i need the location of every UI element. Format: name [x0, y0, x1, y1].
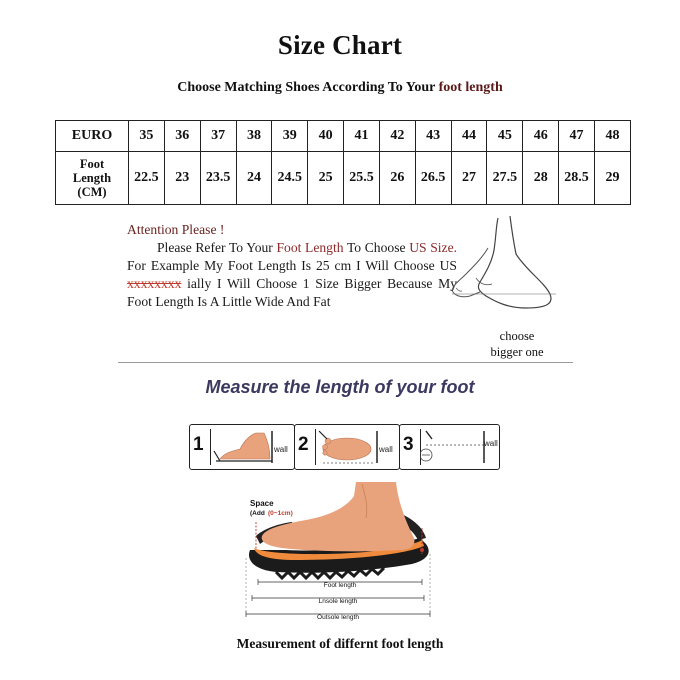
euro-size-cell: 41: [344, 121, 380, 152]
measure-step-1: [189, 424, 295, 470]
section-divider: [118, 362, 573, 363]
pen-line: [214, 451, 220, 461]
euro-size-cell: 35: [129, 121, 165, 152]
toe-detail: [456, 288, 462, 291]
foot-length-row: [56, 152, 631, 205]
euro-size-cell: 45: [487, 121, 523, 152]
header-line: Foot: [79, 157, 105, 171]
outsole-length-label: Outsole length: [317, 614, 359, 621]
foot-length-cell: 23: [164, 152, 200, 205]
toe: [323, 445, 328, 450]
attention-text: For Example My Foot Length Is 25 cm I Will Choose US: [127, 258, 457, 273]
wall-label: wall: [379, 445, 393, 454]
insole-length-label: Lnsole length: [318, 598, 358, 605]
header-line: (CM): [77, 185, 107, 199]
euro-size-cell: 48: [594, 121, 630, 152]
euro-header-cell: EURO: [56, 121, 129, 152]
toe: [325, 438, 331, 444]
shoe-measurement-diagram: [236, 478, 436, 623]
foot-length-cell: 27: [451, 152, 487, 205]
attention-highlight: US Size.: [409, 240, 458, 255]
measure-heading: Measure the length of your foot: [205, 377, 475, 397]
euro-size-cell: 47: [559, 121, 595, 152]
foot-length-cell: 28.5: [559, 152, 595, 205]
foot-sketch-caption: [480, 328, 554, 360]
foot-length-cell: 24: [236, 152, 272, 205]
chart-subtitle: [0, 80, 680, 96]
foot-length-cell: 23.5: [200, 152, 236, 205]
measure-step-2: [294, 424, 400, 470]
page-title: Size Chart: [277, 30, 403, 60]
attention-text: Please Refer To Your: [157, 240, 277, 255]
pen-line: [319, 431, 327, 439]
foot-length-header-cell: [56, 152, 129, 205]
foot-length-cell: 26: [379, 152, 415, 205]
foot-length-cell: 24.5: [272, 152, 308, 205]
pen-line: [426, 431, 432, 439]
measurement-caption: Measurement of differnt foot length: [236, 636, 444, 651]
euro-size-cell: 40: [308, 121, 344, 152]
foot-length-cell: 26.5: [415, 152, 451, 205]
space-label: Space: [250, 499, 274, 508]
euro-size-cell: 39: [272, 121, 308, 152]
measure-step-3: [399, 424, 500, 470]
euro-size-cell: 42: [379, 121, 415, 152]
attention-body: [127, 239, 457, 311]
euro-size-cell: 38: [236, 121, 272, 152]
attention-note: [127, 221, 457, 311]
caption-line: choose: [499, 329, 535, 343]
foot-length-cell: 25.5: [344, 152, 380, 205]
subtitle-text: Choose Matching Shoes According To Your: [177, 80, 439, 95]
attention-text: To Choose: [343, 240, 406, 255]
wall-label: wall: [484, 439, 498, 448]
caption-line: bigger one: [490, 345, 544, 359]
step-number: 3: [403, 434, 414, 455]
euro-size-cell: 43: [415, 121, 451, 152]
subtitle-highlight: foot length: [438, 80, 503, 95]
size-table: [55, 120, 631, 205]
attention-text: ially I Will Choose 1 Size Bigger Because My Foot Length Is A Little Wide And Fat: [127, 276, 457, 309]
foot-length-cell: 25: [308, 152, 344, 205]
space-add-label: (Add: [250, 510, 265, 517]
euro-size-cell: 37: [200, 121, 236, 152]
foot-length-cell: 27.5: [487, 152, 523, 205]
foot-sketch-illustration: [446, 212, 561, 322]
attention-strikeout: xxxxxxxx: [127, 276, 182, 291]
euro-size-cell: 36: [164, 121, 200, 152]
foot-length-label: Foot length: [323, 582, 357, 589]
foot-length-cell: 22.5: [129, 152, 165, 205]
euro-size-row: [56, 121, 631, 152]
toe: [323, 451, 327, 455]
attention-highlight: Foot Length: [276, 240, 344, 255]
euro-size-cell: 44: [451, 121, 487, 152]
wall-label: wall: [274, 445, 288, 454]
step-number: 2: [298, 434, 309, 455]
heel-point: [420, 548, 424, 552]
step-number: 1: [193, 434, 204, 455]
foot-shape: [220, 433, 270, 459]
foot-length-cell: 28: [523, 152, 559, 205]
attention-title: Attention Please !: [127, 222, 225, 237]
header-line: Length: [72, 171, 112, 185]
space-range-label: (0~1cm): [268, 510, 293, 517]
foot-length-cell: 29: [594, 152, 630, 205]
euro-size-cell: 46: [523, 121, 559, 152]
